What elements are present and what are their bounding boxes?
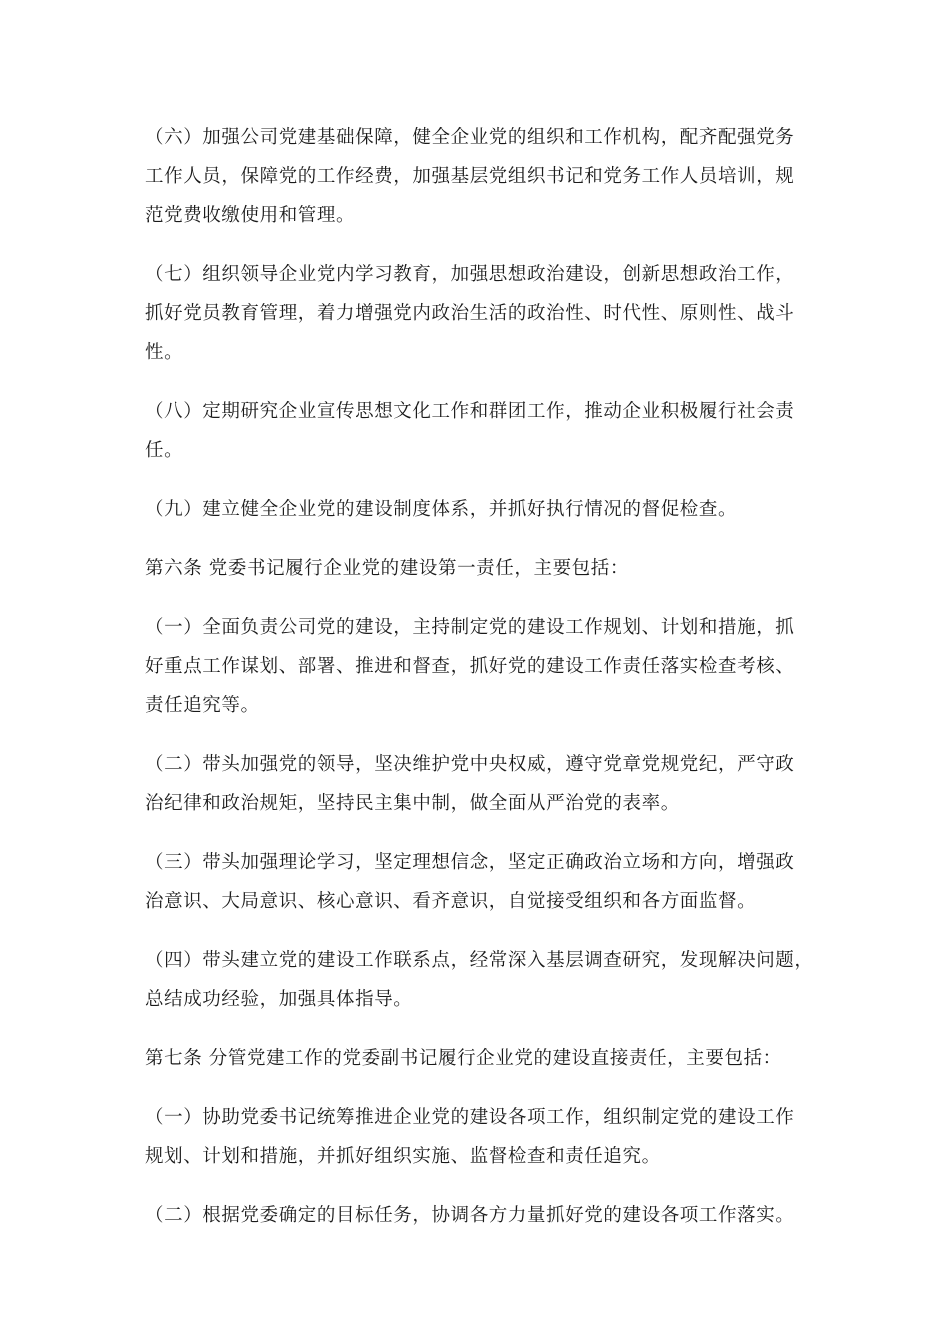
text-line: （七）组织领导企业党内学习教育，加强思想政治建设，创新思想政治工作， (145, 264, 795, 285)
paragraph-8 (145, 392, 820, 470)
document-body (145, 118, 820, 1255)
text-line: 好重点工作谋划、部署、推进和督查，抓好党的建设工作责任落实检查考核、 (145, 656, 795, 677)
article-6-heading (145, 549, 820, 588)
text-line: （六）加强公司党建基础保障，健全企业党的组织和工作机构，配齐配强党务 (145, 127, 795, 148)
text-line: （三）带头加强理论学习，坚定理想信念，坚定正确政治立场和方向，增强政 (145, 852, 795, 873)
text-line: （四）带头建立党的建设工作联系点，经常深入基层调查研究，发现解决问题， (145, 950, 814, 971)
article-6-item-1 (145, 608, 820, 725)
text-line: 性。 (145, 342, 184, 363)
paragraph-9 (145, 490, 820, 529)
text-line: 治纪律和政治规矩，坚持民主集中制，做全面从严治党的表率。 (145, 793, 680, 814)
text-line: 责任追究等。 (145, 695, 260, 716)
text-line: 治意识、大局意识、核心意识、看齐意识，自觉接受组织和各方面监督。 (145, 891, 757, 912)
paragraph-6 (145, 118, 820, 235)
article-7-item-1 (145, 1098, 820, 1176)
text-line: 第七条 分管党建工作的党委副书记履行企业党的建设直接责任，主要包括： (145, 1048, 782, 1069)
text-line: 范党费收缴使用和管理。 (145, 205, 356, 226)
text-line: （九）建立健全企业党的建设制度体系，并抓好执行情况的督促检查。 (145, 499, 738, 520)
article-7-heading (145, 1039, 820, 1078)
text-line: （一）全面负责公司党的建设，主持制定党的建设工作规划、计划和措施，抓 (145, 617, 795, 638)
article-6-item-3 (145, 843, 820, 921)
text-line: （二）带头加强党的领导，坚决维护党中央权威，遵守党章党规党纪，严守政 (145, 754, 795, 775)
text-line: 抓好党员教育管理，着力增强党内政治生活的政治性、时代性、原则性、战斗 (145, 303, 795, 324)
text-line: （一）协助党委书记统筹推进企业党的建设各项工作，组织制定党的建设工作 (145, 1107, 795, 1128)
article-7-item-2 (145, 1196, 820, 1235)
text-line: （八）定期研究企业宣传思想文化工作和群团工作，推动企业积极履行社会责 (145, 401, 795, 422)
article-6-item-2 (145, 745, 820, 823)
text-line: 任。 (145, 440, 184, 461)
text-line: （二）根据党委确定的目标任务，协调各方力量抓好党的建设各项工作落实。 (145, 1205, 795, 1226)
paragraph-7 (145, 255, 820, 372)
article-6-item-4 (145, 941, 820, 1019)
text-line: 第六条 党委书记履行企业党的建设第一责任，主要包括： (145, 558, 629, 579)
text-line: 规划、计划和措施，并抓好组织实施、监督检查和责任追究。 (145, 1146, 661, 1167)
text-line: 总结成功经验，加强具体指导。 (145, 989, 413, 1010)
text-line: 工作人员，保障党的工作经费，加强基层党组织书记和党务工作人员培训，规 (145, 166, 795, 187)
